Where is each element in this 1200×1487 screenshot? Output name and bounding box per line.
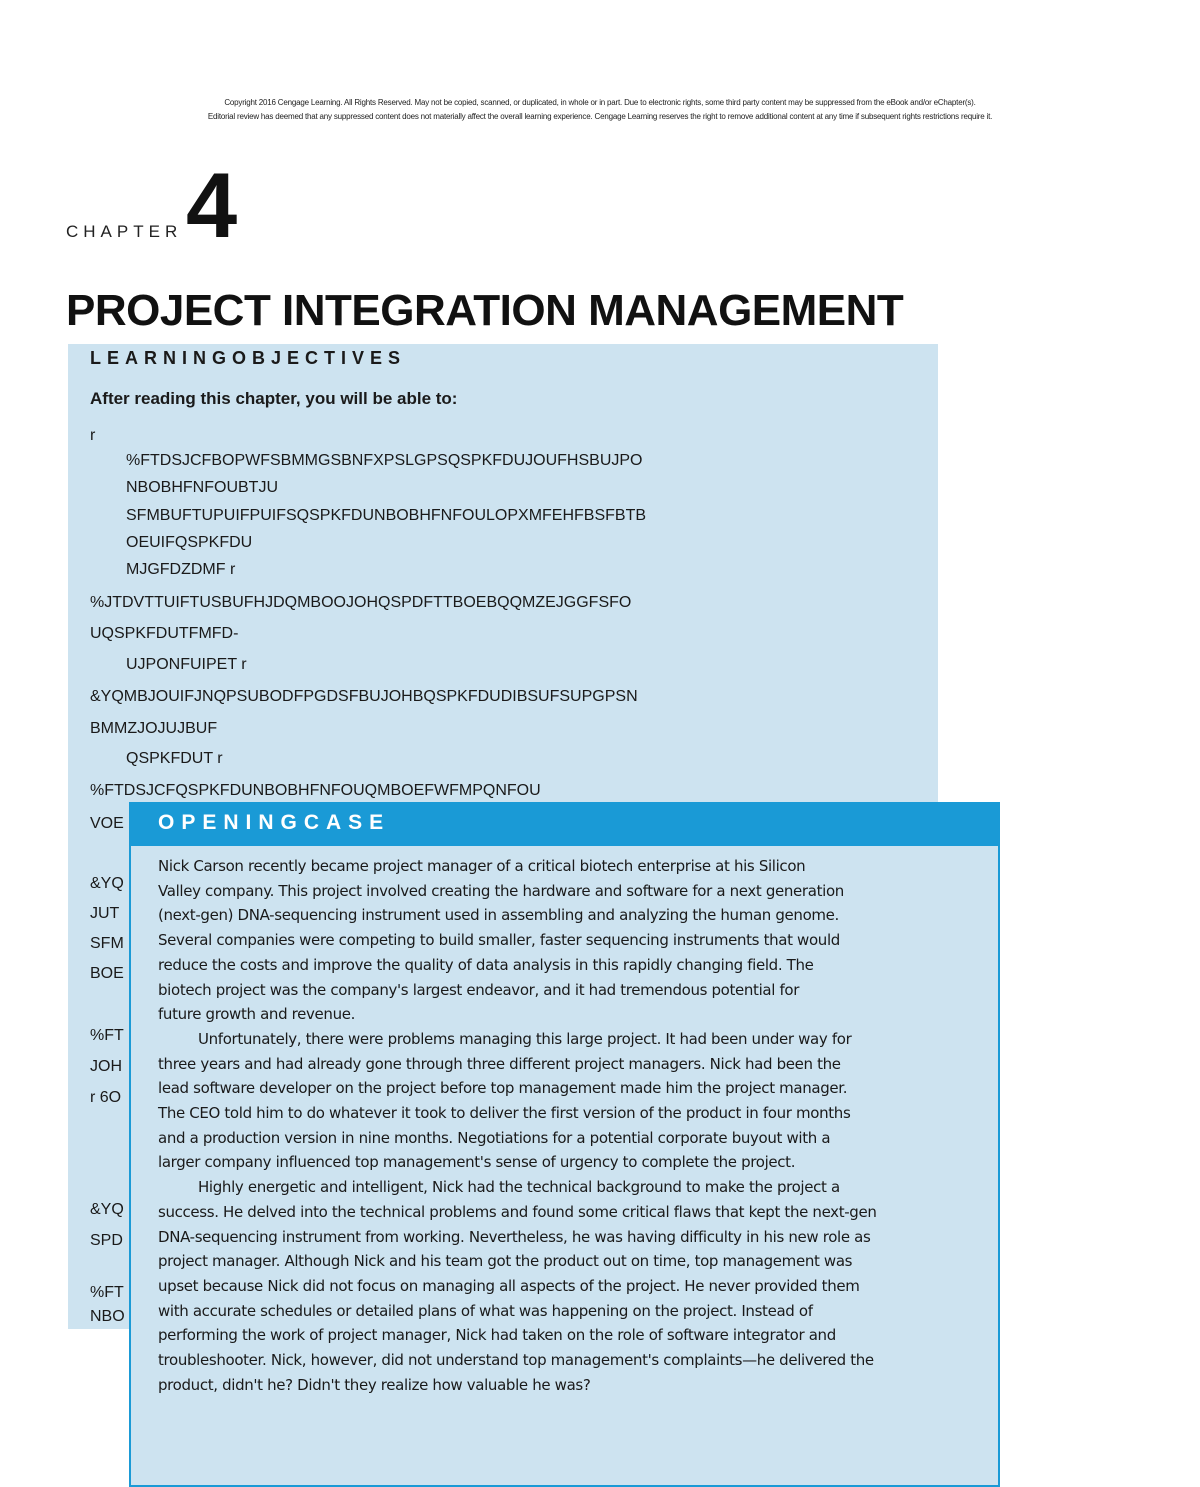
case-text-line: three years and had already gone through three different project managers. Nick had been the	[158, 1054, 841, 1073]
objective-line: %FT	[90, 1284, 124, 1301]
chapter-label: CHAPTER	[66, 222, 183, 241]
case-text-line: troubleshooter. Nick, however, did not understand top management's complaints—he delivered the	[158, 1351, 874, 1370]
objective-line: JUT	[90, 905, 120, 922]
case-text-line: lead software developer on the project before top management made him the project manager.	[158, 1079, 848, 1098]
case-text-line: DNA-sequencing instrument from working. Nevertheless, he was having difficulty in his new role as	[158, 1227, 871, 1246]
objective-line: NBO	[90, 1308, 125, 1325]
case-text-line: Highly energetic and intelligent, Nick had the technical background to make the project a	[198, 1178, 840, 1197]
objective-line: UJPONFUIPET r	[126, 656, 247, 673]
case-text-line: project manager. Although Nick and his team got the product out on time, top management was	[158, 1252, 853, 1271]
objective-line: r 6O	[90, 1089, 122, 1106]
case-text-line: The CEO told him to do whatever it took to deliver the first version of the product in four months	[158, 1104, 851, 1123]
objective-line: %JTDVTTUIFTUSBUFHJDQMBOOJOHQSPDFTTBOEBQQMZEJGGFSFO	[90, 594, 632, 611]
case-text-line: Unfortunately, there were problems managing this large project. It had been under way for	[198, 1029, 852, 1048]
objective-line: %FTDSJCFBOPWFSBMMGSBNFXPSLGPSQSPKFDUJOUFHSBUJPO	[126, 452, 643, 469]
objective-line: %FT	[90, 1027, 124, 1044]
copyright-notice-line-1: Copyright 2016 Cengage Learning. All Rights Reserved. May not be copied, scanned, or duplicated, in whole or in part. Due to electronic rights, some third party content may be suppressed from the eBook and/or eChapter(s).	[224, 98, 976, 107]
copyright-notice-line-2: Editorial review has deemed that any suppressed content does not materially affect the overall learning experience. Cengage Learning reserves the right to remove additional content at any time if subsequent rights restrictions require it.	[207, 112, 993, 121]
objective-line: SFM	[90, 935, 124, 952]
case-text-line: Several companies were competing to build smaller, faster sequencing instruments that would	[158, 931, 840, 950]
learning-objectives-heading: LEARNINGOBJECTIVES	[90, 348, 407, 368]
objective-line: VOE	[90, 815, 124, 832]
case-text-line: success. He delved into the technical problems and found some critical flaws that kept the next-gen	[158, 1202, 877, 1221]
case-text-line: product, didn't he? Didn't they realize how valuable he was?	[158, 1375, 591, 1394]
objective-line: SPD	[90, 1232, 123, 1249]
case-text-line: Nick Carson recently became project manager of a critical biotech enterprise at his Silicon	[158, 857, 806, 875]
case-text-line: future growth and revenue.	[158, 1005, 356, 1024]
objective-line: %FTDSJCFQSPKFDUNBOBHFNFOUQMBOEFWFMPQNFOU	[90, 782, 541, 799]
case-text-line: (next-gen) DNA-sequencing instrument used in assembling and analyzing the human genome.	[158, 906, 839, 925]
objective-line: NBOBHFNFOUBTJU	[126, 479, 278, 496]
case-text-line: Valley company. This project involved creating the hardware and software for a next generation	[158, 881, 844, 900]
chapter-title: PROJECT INTEGRATION MANAGEMENT	[66, 286, 904, 335]
objective-line: MJGFDZDMF r	[126, 561, 236, 578]
objective-line: BMMZJOJUJBUF	[90, 720, 218, 737]
case-text-line: and a production version in nine months. Negotiations for a potential corporate buyout with a	[158, 1128, 831, 1147]
objective-line: &YQ	[90, 875, 124, 892]
objective-line: UQSPKFDUTFMFD-	[90, 625, 239, 642]
case-text-line: with accurate schedules or detailed plans of what was happening on the project. Instead of	[158, 1301, 813, 1320]
objective-line: r	[90, 427, 96, 444]
opening-case-text	[158, 854, 988, 1397]
case-text-line: reduce the costs and improve the quality of data analysis in this rapidly changing field. The	[158, 955, 814, 974]
objective-line: &YQ	[90, 1201, 124, 1218]
learning-objectives-intro: After reading this chapter, you will be able to:	[90, 389, 458, 408]
objective-line: JOH	[90, 1058, 122, 1075]
chapter-number: 4	[186, 155, 238, 257]
objective-line: &YQMBJOUIFJNQPSUBODFPGDSFBUJOHBQSPKFDUDIBSUFSUPGPSN	[90, 688, 638, 705]
objective-line: BOE	[90, 965, 124, 982]
case-text-line: upset because Nick did not focus on managing all aspects of the project. He never provided them	[158, 1276, 860, 1295]
case-text-line: performing the work of project manager, Nick had taken on the role of software integrator and	[158, 1326, 836, 1345]
opening-case-title: OPENINGCASE	[158, 811, 391, 834]
objective-line: QSPKFDUT r	[126, 750, 223, 767]
objective-line: SFMBUFTUPUIFPUIFSQSPKFDUNBOBHFNFOULOPXMFEHFBSFBTB	[126, 507, 647, 524]
case-text-line: biotech project was the company's largest endeavor, and it had tremendous potential for	[158, 980, 800, 999]
objective-line: OEUIFQSPKFDU	[126, 534, 253, 551]
case-text-line: larger company influenced top management's sense of urgency to complete the project.	[158, 1153, 796, 1172]
